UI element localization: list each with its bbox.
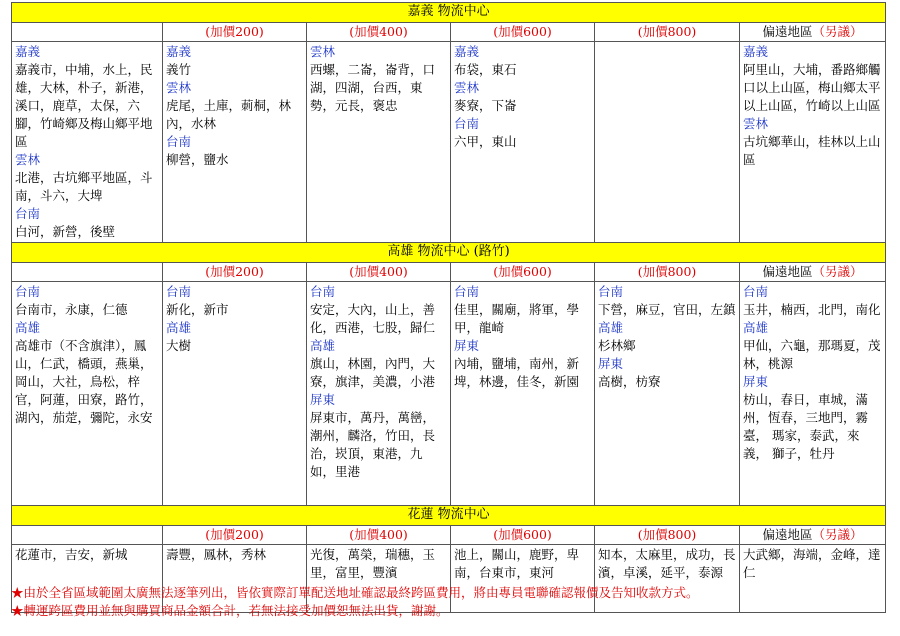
district-list: 光復，萬榮，瑞穗，玉里，富里，豐濱 [310, 547, 436, 580]
district-list: 高雄市（不含旗津），鳳山，仁武，橋頭，燕巢，岡山，大社，鳥松，梓官，阿蓮，田寮，路竹，湖內，茄萣，彌陀，永安 [15, 338, 153, 425]
area-cell [740, 42, 886, 243]
price-surcharge-header: (加價800) [595, 23, 740, 42]
price-surcharge-header: (加價400) [307, 526, 451, 545]
region-name: 雲林 [454, 80, 480, 95]
district-list: 屏東市，萬丹，萬巒，潮州，麟洛，竹田，長治，崁頂，東港，九如，里港 [310, 410, 436, 479]
price-surcharge-header: (加價600) [451, 23, 595, 42]
price-surcharge-header: (加價600) [451, 526, 595, 545]
district-list: 嘉義市，中埔，水上，民雄，大林，朴子，新港，溪口，鹿草，太保，六腳，竹崎鄉及梅山鄉平地區 [15, 62, 153, 149]
region-name: 嘉義 [743, 44, 769, 59]
price-header-row [12, 23, 886, 42]
region-name: 雲林 [15, 152, 41, 167]
region-name: 高雄 [743, 320, 769, 335]
district-list: 六甲，東山 [454, 134, 517, 149]
region-name: 台南 [15, 206, 41, 221]
price-surcharge-header: (加價200) [163, 263, 307, 282]
paren-close: ） [850, 24, 863, 39]
price-surcharge-header: (加價800) [595, 526, 740, 545]
logistics-center-title: 高雄 物流中心 (路竹) [12, 243, 886, 263]
region-name: 雲林 [166, 80, 192, 95]
district-list: 新化，新市 [166, 302, 229, 317]
region-name: 雲林 [743, 116, 769, 131]
region-name: 台南 [166, 134, 192, 149]
region-name: 高雄 [15, 320, 41, 335]
logistics-center-row [12, 243, 886, 263]
region-name: 台南 [454, 284, 480, 299]
negotiable-note: 另議 [825, 24, 851, 39]
paren-close: ） [850, 527, 863, 542]
area-cell [12, 42, 163, 243]
district-list: 大武鄉，海端，金峰，達仁 [743, 547, 881, 580]
district-list: 虎尾，土庫，莿桐，林內，水林 [166, 98, 292, 131]
region-name: 屏東 [743, 374, 769, 389]
district-list: 甲仙，六龜，那瑪夏，茂林，桃源 [743, 338, 881, 371]
district-list: 西螺，二崙，崙背，口湖，四湖，台西，東勢，元長，褒忠 [310, 62, 436, 113]
district-list: 柳營，鹽水 [166, 152, 229, 167]
region-name: 台南 [15, 284, 41, 299]
region-name: 屏東 [310, 392, 336, 407]
district-list: 台南市，永康，仁德 [15, 302, 128, 317]
area-cell [12, 282, 163, 506]
district-list: 枋山，春日，車城，滿州，恆春，三地門，霧臺， 瑪家，泰武，來義， 獅子，牡丹 [743, 392, 869, 461]
region-name: 台南 [310, 284, 336, 299]
region-name: 雲林 [310, 44, 336, 59]
region-name: 嘉義 [15, 44, 41, 59]
district-list: 白河，新營，後壁 [15, 224, 116, 239]
note-line-1: ★由於全省區域範圍太廣無法逐筆列出，皆依實際訂單配送地址確認最終跨區費用，將由專員電聯確認報價及告知收款方式。 [11, 585, 699, 600]
area-cell [451, 282, 595, 506]
region-name: 高雄 [166, 320, 192, 335]
remote-area-label: 偏遠地區 [762, 527, 813, 542]
area-cell [307, 282, 451, 506]
district-list: 佳里，關廟，將軍，學甲，龍崎 [454, 302, 580, 335]
price-surcharge-header: (加價200) [163, 23, 307, 42]
price-surcharge-header: (加價800) [595, 263, 740, 282]
paren-open: （ [812, 264, 826, 279]
price-surcharge-header: (加價400) [307, 23, 451, 42]
area-cell [451, 42, 595, 243]
area-cell [740, 282, 886, 506]
note-line-2: ★轉運跨區費用並無與購買商品金額合計，若無法接受加價恕無法出貨，謝謝。 [11, 603, 449, 618]
area-list-row [12, 282, 886, 506]
region-name: 台南 [743, 284, 769, 299]
region-name: 高雄 [310, 338, 336, 353]
price-surcharge-header: (加價600) [451, 263, 595, 282]
district-list: 花蓮市，吉安，新城 [15, 547, 128, 562]
negotiable-note: 另議 [825, 264, 851, 279]
region-name: 屏東 [598, 356, 624, 371]
price-surcharge-header: (加價200) [163, 526, 307, 545]
district-list: 安定，大內，山上，善化，西港，七股，歸仁 [310, 302, 436, 335]
district-list: 高樹，枋寮 [598, 374, 661, 389]
remote-area-header [740, 23, 886, 42]
district-list: 下營，麻豆，官田，左鎮 [598, 302, 736, 317]
region-name: 嘉義 [454, 44, 480, 59]
logistics-center-title: 花蓮 物流中心 [12, 506, 886, 526]
region-name: 台南 [166, 284, 192, 299]
remote-area-label: 偏遠地區 [762, 264, 813, 279]
notes [11, 584, 891, 620]
remote-area-header [740, 526, 886, 545]
negotiable-note: 另議 [825, 527, 851, 542]
district-list: 阿里山，大埔，番路鄉觸口以上山區，梅山鄉太平以上山區，竹崎以上山區 [743, 62, 881, 113]
district-list: 布袋，東石 [454, 62, 517, 77]
district-list: 內埔，鹽埔，南州，新埤，林邊，佳冬，新園 [454, 356, 580, 389]
remote-area-header [740, 263, 886, 282]
district-list: 知本，太麻里，成功，長濱，卓溪，延平，泰源 [598, 547, 736, 580]
area-cell [307, 42, 451, 243]
paren-open: （ [812, 527, 826, 542]
district-list: 杉林鄉 [598, 338, 636, 353]
logistics-center-title: 嘉義 物流中心 [12, 3, 886, 23]
logistics-center-row [12, 3, 886, 23]
paren-close: ） [850, 264, 863, 279]
region-name: 台南 [454, 116, 480, 131]
price-header-row [12, 526, 886, 545]
area-cell [595, 42, 740, 243]
region-name: 屏東 [454, 338, 480, 353]
district-list: 玉井，楠西，北門，南化 [743, 302, 881, 317]
district-list: 古坑鄉華山，桂林以上山區 [743, 134, 881, 167]
shipping-rate-table [11, 2, 886, 613]
area-list-row [12, 42, 886, 243]
header-blank-cell [12, 526, 163, 545]
district-list: 壽豐，鳳林，秀林 [166, 547, 267, 562]
price-header-row [12, 263, 886, 282]
header-blank-cell [12, 263, 163, 282]
area-cell [163, 42, 307, 243]
district-list: 池上，關山，鹿野，卑南，台東市，東河 [454, 547, 580, 580]
logistics-center-row [12, 506, 886, 526]
remote-area-label: 偏遠地區 [762, 24, 813, 39]
region-name: 嘉義 [166, 44, 192, 59]
district-list: 旗山，林園，內門，大寮，旗津，美濃，小港 [310, 356, 436, 389]
price-surcharge-header: (加價400) [307, 263, 451, 282]
area-cell [595, 282, 740, 506]
area-cell [163, 282, 307, 506]
district-list: 麥寮，下崙 [454, 98, 517, 113]
region-name: 高雄 [598, 320, 624, 335]
district-list: 北港，古坑鄉平地區，斗南，斗六，大埤 [15, 170, 153, 203]
district-list: 大樹 [166, 338, 192, 353]
region-name: 台南 [598, 284, 624, 299]
district-list: 義竹 [166, 62, 192, 77]
header-blank-cell [12, 23, 163, 42]
paren-open: （ [812, 24, 826, 39]
